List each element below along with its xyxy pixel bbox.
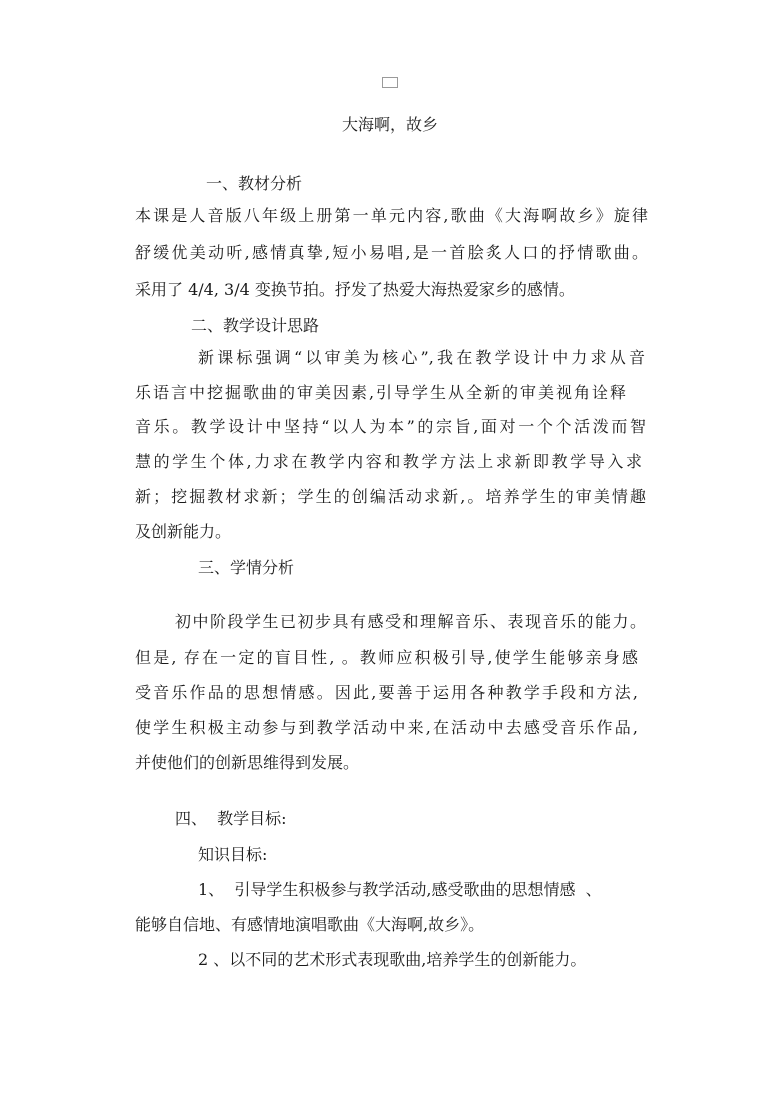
subheading-knowledge-goals: 知识目标: xyxy=(198,845,268,864)
paragraph-line: 舒缓优美动听,感情真挚,短小易唱,是一首脍炙人口的抒情歌曲。 xyxy=(135,243,648,262)
image-placeholder-icon xyxy=(382,77,398,88)
section-heading-1: 一、教材分析 xyxy=(206,174,303,193)
paragraph-line: 采用了 4/4, 3/4 变换节拍。抒发了热爱大海热爱家乡的感情。 xyxy=(135,280,575,299)
paragraph-line: 乐语言中挖掘歌曲的审美因素,引导学生从全新的审美视角诠释 xyxy=(135,383,626,402)
paragraph-line: 初中阶段学生已初步具有感受和理解音乐、表现音乐的能力。 xyxy=(175,612,646,631)
section-heading-3: 三、学情分析 xyxy=(198,558,295,577)
paragraph-line: 新；挖掘教材求新；学生的创编活动求新,。培养学生的审美情趣 xyxy=(135,487,646,506)
paragraph-line: 及创新能力。 xyxy=(135,522,232,541)
section-heading-2: 二、教学设计思路 xyxy=(191,316,320,335)
paragraph-line: 新课标强调“以审美为核心”,我在教学设计中力求从音 xyxy=(198,348,645,367)
paragraph-line: 本课是人音版八年级上册第一单元内容,歌曲《大海啊故乡》旋律 xyxy=(135,206,648,225)
paragraph-line: 慧的学生个体,力求在教学内容和教学方法上求新即教学导入求 xyxy=(135,452,642,471)
goal-line: 1、 引导学生积极参与教学活动,感受歌曲的思想情感 、 xyxy=(198,880,602,899)
paragraph-line: 使学生积极主动参与到教学活动中来,在活动中去感受音乐作品, xyxy=(135,718,638,737)
paragraph-line: 音乐。教学设计中坚持“以人为本”的宗旨,面对一个个活泼而智 xyxy=(135,417,646,436)
paragraph-line: 受音乐作品的思想情感。因此,要善于运用各种教学手段和方法, xyxy=(135,683,638,702)
goal-line: 能够自信地、有感情地演唱歌曲《大海啊,故乡》。 xyxy=(135,915,485,934)
goal-line: 2 、以不同的艺术形式表现歌曲,培养学生的创新能力。 xyxy=(198,950,587,969)
paragraph-line: 但是, 存在一定的盲目性, 。教师应积极引导,使学生能够亲身感 xyxy=(135,648,638,667)
section-heading-4: 四、 教学目标: xyxy=(175,809,287,828)
document-title: 大海啊，故乡 xyxy=(341,115,438,134)
paragraph-line: 并使他们的创新思维得到发展。 xyxy=(135,753,360,772)
